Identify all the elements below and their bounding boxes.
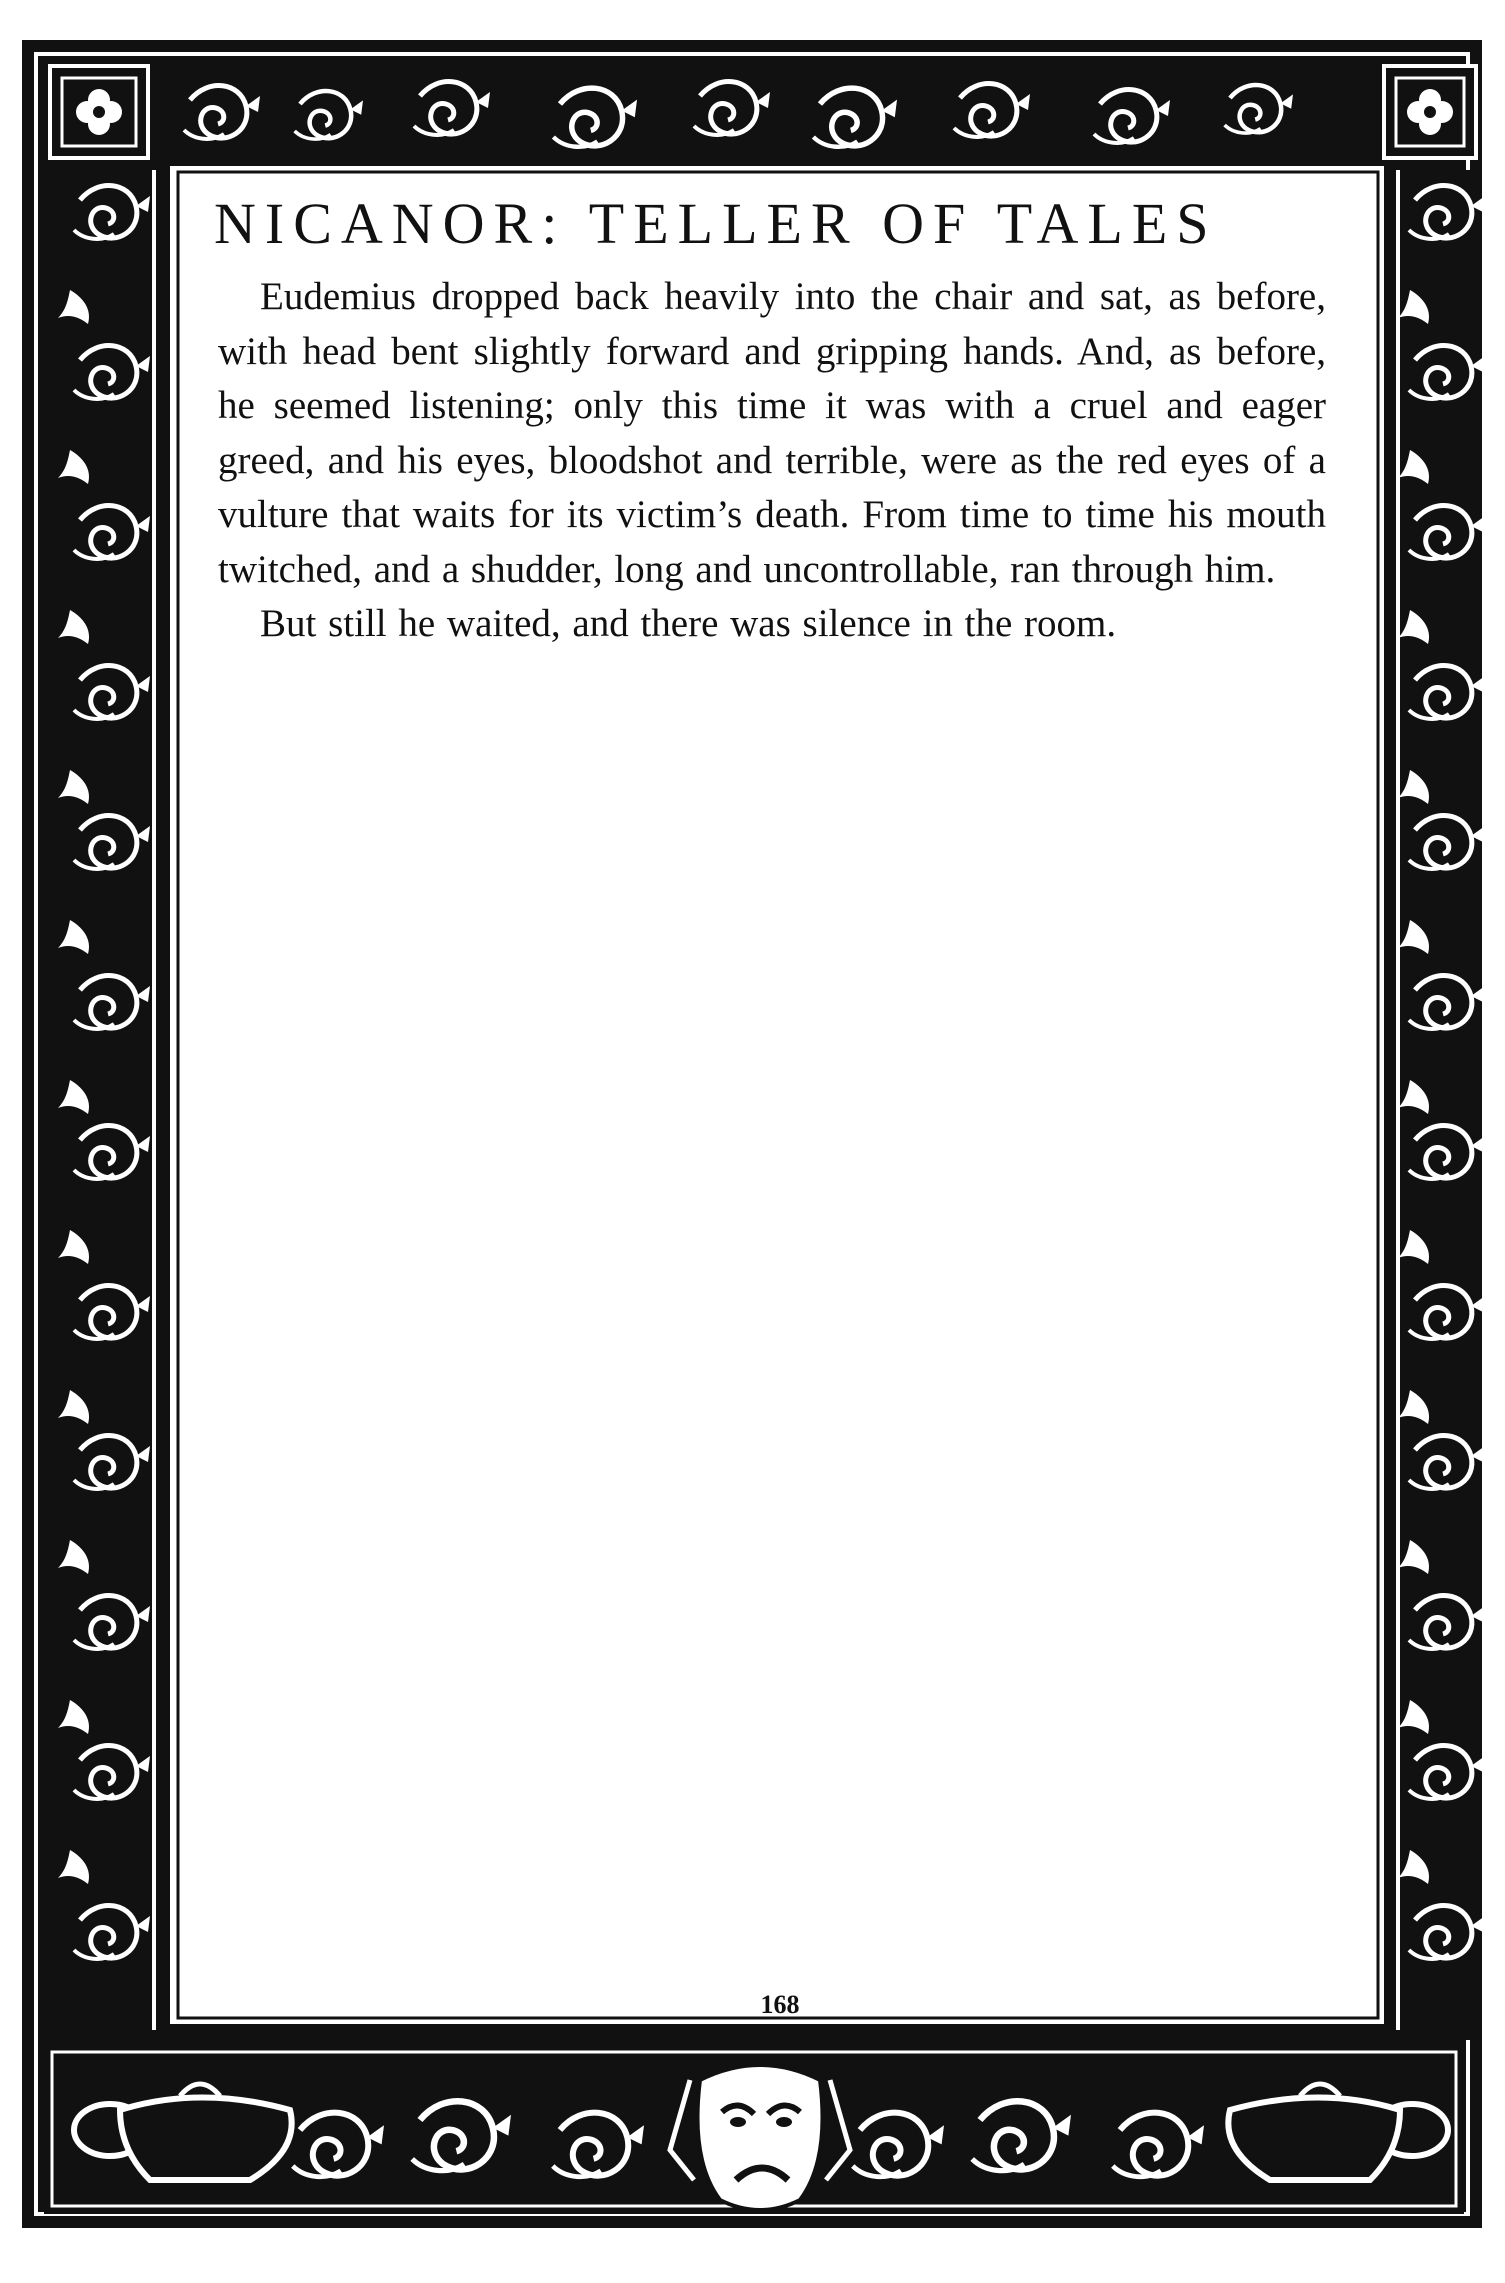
body-text — [218, 270, 1326, 652]
running-title: NICANOR: TELLER OF TALES — [214, 191, 1218, 256]
paragraph: Eudemius dropped back heavily into the chair and sat, as before, with head bent slightly forward and gripping hands. And, as before, he seemed listening; only this time it was with a cruel and eager greed, and his eyes, bloodshot and terrible, were as the red eyes of a vulture that waits for its victim’s death. From time to time his mouth twitched, and a shudder, long and uncontrollable, ran through him. — [218, 275, 1326, 591]
right-border-pattern — [1392, 170, 1485, 2040]
page-number: 168 — [760, 1990, 800, 2019]
paragraph: But still he waited, and there was silence in the room. — [260, 602, 1117, 645]
corner-rosette-top-right — [1384, 66, 1476, 158]
corner-rosette-top-left — [50, 66, 148, 158]
